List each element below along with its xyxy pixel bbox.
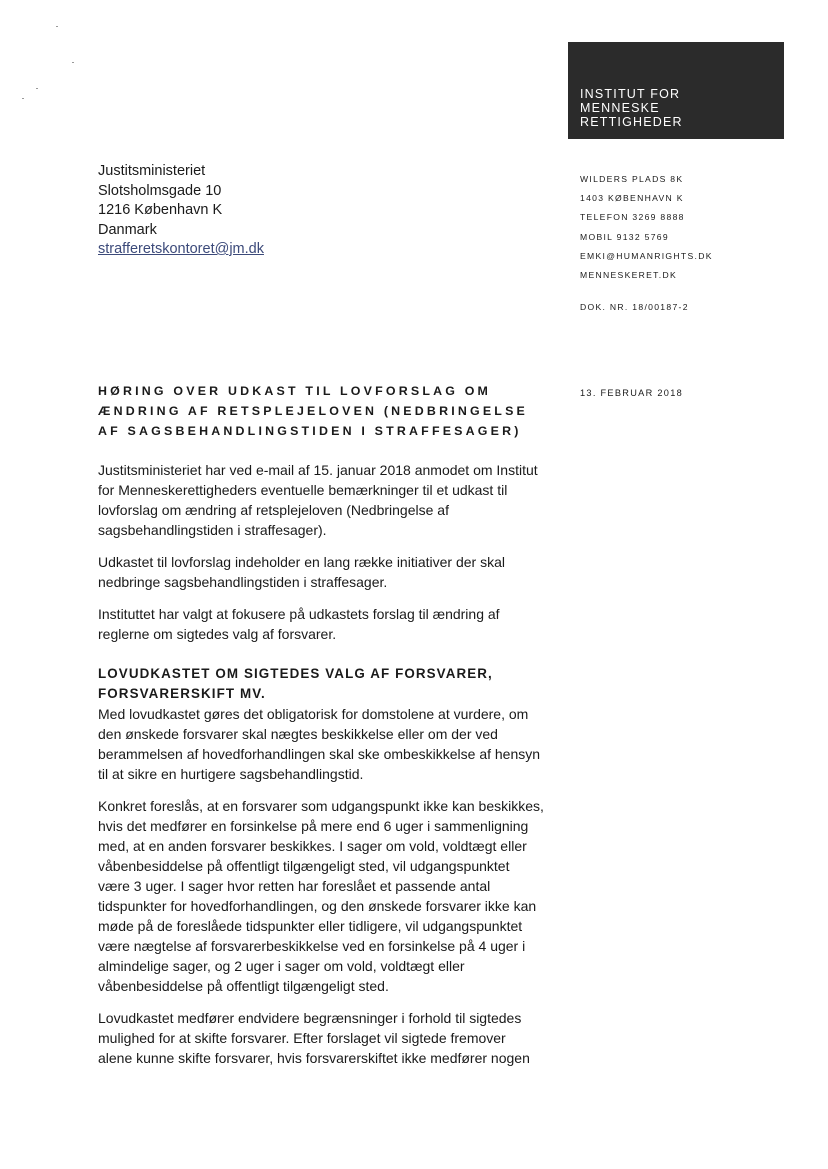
text-line: den ønskede forsvarer skal nægtes beskikkelse eller om der ved [98,726,498,742]
text-line: almindelige sager, og 2 uger i sager om vold, voldtægt eller [98,958,465,974]
text-line: Konkret foreslås, at en forsvarer som udgangspunkt ikke kan beskikkes, [98,798,544,814]
section-heading [98,664,568,704]
paragraph [98,604,568,644]
text-line: Lovudkastet medfører endvidere begrænsninger i forhold til sigtedes [98,1010,522,1026]
text-line: Udkastet til lovforslag indeholder en lang række initiativer der skal [98,554,505,570]
paragraph [98,1008,568,1068]
text-line: tidspunkter for hovedforhandlingen, og den ønskede forsvarer ikke kan [98,898,537,914]
text-line: sagsbehandlingstiden i straffesager). [98,522,327,538]
title-line: AF SAGSBEHANDLINGSTIDEN I STRAFFESAGER) [98,424,522,438]
text-line: våbenbesiddelse på offentligt tilgængeligt sted. [98,978,389,994]
heading-line: FORSVARERSKIFT MV. [98,686,266,701]
sender-line: MOBIL 9132 5769 [580,231,669,242]
title-line: HØRING OVER UDKAST TIL LOVFORSLAG OM [98,384,492,398]
logo-line: RETTIGHEDER [580,115,683,129]
paragraph [98,460,568,540]
text-line: Instituttet har valgt at fokusere på udkastets forslag til ændring af [98,606,500,622]
heading-line: LOVUDKASTET OM SIGTEDES VALG AF FORSVARER, [98,666,493,681]
text-line: hvis det medfører en forsinkelse på mere end 6 uger i sammenligning [98,818,529,834]
text-line: møde på de foreslåede tidspunkter eller tidligere, vil udgangspunktet [98,918,523,934]
recipient-email-link[interactable]: strafferetskontoret@jm.dk [98,241,264,257]
paragraph [98,796,568,996]
text-line: våbenbesiddelse på offentligt tilgængeligt sted, vil udgangspunktet [98,858,510,874]
scan-speck [72,62,74,63]
recipient-line: Danmark [98,221,157,238]
title-line: ÆNDRING AF RETSPLEJELOVEN (NEDBRINGELSE [98,404,529,418]
text-line: for Menneskerettigheders eventuelle bemærkninger til et udkast til [98,482,508,498]
text-line: berammelsen af hovedforhandlingen skal ske ombeskikkelse af hensyn [98,746,541,762]
sender-website: MENNESKERET.DK [580,270,677,281]
text-line: alene kunne skifte forsvarer, hvis forsvarerskiftet ikke medfører nogen [98,1050,530,1066]
text-line: med, at en anden forsvarer beskikkes. I sager om vold, voldtægt eller [98,838,527,854]
letter-date: 13. FEBRUAR 2018 [580,388,684,398]
logo-line: INSTITUT FOR [580,87,681,101]
recipient-line: Slotsholmsgade 10 [98,182,222,199]
institute-logo [568,42,784,139]
sender-contact [580,170,713,285]
sender-line: WILDERS PLADS 8K [580,174,684,184]
text-line: mulighed for at skifte forsvarer. Efter forslaget vil sigtede fremover [98,1030,506,1046]
recipient-line: Justitsministeriet [98,163,206,179]
text-line: Med lovudkastet gøres det obligatorisk for domstolene at vurdere, om [98,706,529,722]
sender-email: EMKI@HUMANRIGHTS.DK [580,250,713,261]
letter-body [98,460,568,1080]
recipient-address [98,162,264,260]
sender-line: 1403 KØBENHAVN K [580,193,684,204]
scan-speck [56,26,58,27]
paragraph [98,552,568,592]
scan-speck [36,88,38,89]
letter-title [98,381,528,441]
text-line: være 3 uger. I sager hvor retten har foreslået et passende antal [98,878,491,894]
document-number: DOK. NR. 18/00187-2 [580,302,689,312]
text-line: reglerne om sigtedes valg af forsvarer. [98,626,337,642]
text-line: være nægtelse af forsvarerbeskikkelse ved en forsinkelse på 4 uger i [98,938,526,954]
paragraph [98,704,568,784]
text-line: lovforslag om ændring af retsplejeloven (Nedbringelse af [98,502,449,518]
sender-line: TELEFON 3269 8888 [580,212,685,223]
text-line: Justitsministeriet har ved e-mail af 15. januar 2018 anmodet om Institut [98,462,538,478]
recipient-line: 1216 København K [98,202,223,218]
text-line: nedbringe sagsbehandlingstiden i straffesager. [98,574,388,590]
scan-speck [22,98,24,99]
text-line: til at sikre en hurtigere sagsbehandlingstid. [98,766,364,782]
logo-line: MENNESKE [580,101,660,115]
